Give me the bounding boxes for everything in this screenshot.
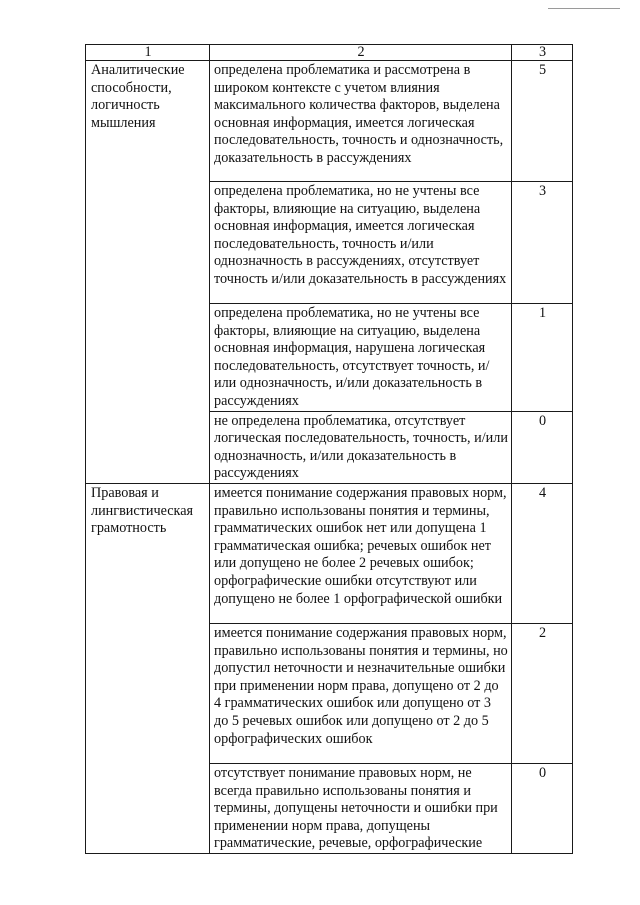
criterion-score: 0 xyxy=(512,411,573,483)
header-column-1: 1 xyxy=(86,45,210,61)
criterion-description: определена проблематика, но не учтены все факторы, влияющие на ситуацию, выделена основная информация, нарушена логическая последовательность, отсутствует точность, и/или однозначность, и/или доказательность в рассуждениях xyxy=(210,304,512,412)
criterion-description: имеется понимание содержания правовых норм, правильно использованы понятия и термины, но допустил неточности и незначительные ошибки при применении норм права, допущено от 2 до 4 грамматических ошибок или допущено от 3 до 5 речевых ошибок или допущено от 2 до 5 орфографических ошибок xyxy=(210,623,512,763)
criterion-score: 0 xyxy=(512,763,573,853)
criterion-score: 2 xyxy=(512,623,573,763)
criterion-legal-linguistic-literacy: Правовая и лингвистическая грамотность xyxy=(86,483,210,853)
criterion-description: не определена проблематика, отсутствует логическая последовательность, точность, и/или однозначность, и/или доказательность в рассуждениях xyxy=(210,411,512,483)
header-column-2: 2 xyxy=(210,45,512,61)
criterion-score: 5 xyxy=(512,61,573,182)
criterion-description: отсутствует понимание правовых норм, не всегда правильно использованы понятия и термины, допущены неточности и ошибки при применении норм права, допущены грамматические, речевые, орфографические xyxy=(210,763,512,853)
criterion-score: 3 xyxy=(512,182,573,304)
criterion-analytical-abilities: Аналитические способности, логичность мышления xyxy=(86,61,210,484)
criterion-description: определена проблематика и рассмотрена в широком контексте с учетом влияния максимального количества факторов, выделена основная информация, имеется логическая последовательность, точность и однозначность, доказательность в рассуждениях xyxy=(210,61,512,182)
evaluation-criteria-table xyxy=(85,44,573,854)
table-row xyxy=(86,61,573,182)
criterion-score: 1 xyxy=(512,304,573,412)
criterion-score: 4 xyxy=(512,483,573,623)
table-row xyxy=(86,483,573,623)
header-column-3: 3 xyxy=(512,45,573,61)
scan-edge-line xyxy=(548,8,620,9)
criterion-description: имеется понимание содержания правовых норм, правильно использованы понятия и термины, грамматических ошибок нет или допущена 1 грамматическая ошибка; речевых ошибок нет или допущено не более 2 речевых ошибок; орфографические ошибки отсутствуют или допущено не более 1 орфографической ошибки xyxy=(210,483,512,623)
criterion-description: определена проблематика, но не учтены все факторы, влияющие на ситуацию, выделена основная информация, имеется логическая последовательность, точность и/или однозначность в рассуждениях, отсутствует точность и/или доказательность в рассуждениях xyxy=(210,182,512,304)
table-header-row xyxy=(86,45,573,61)
